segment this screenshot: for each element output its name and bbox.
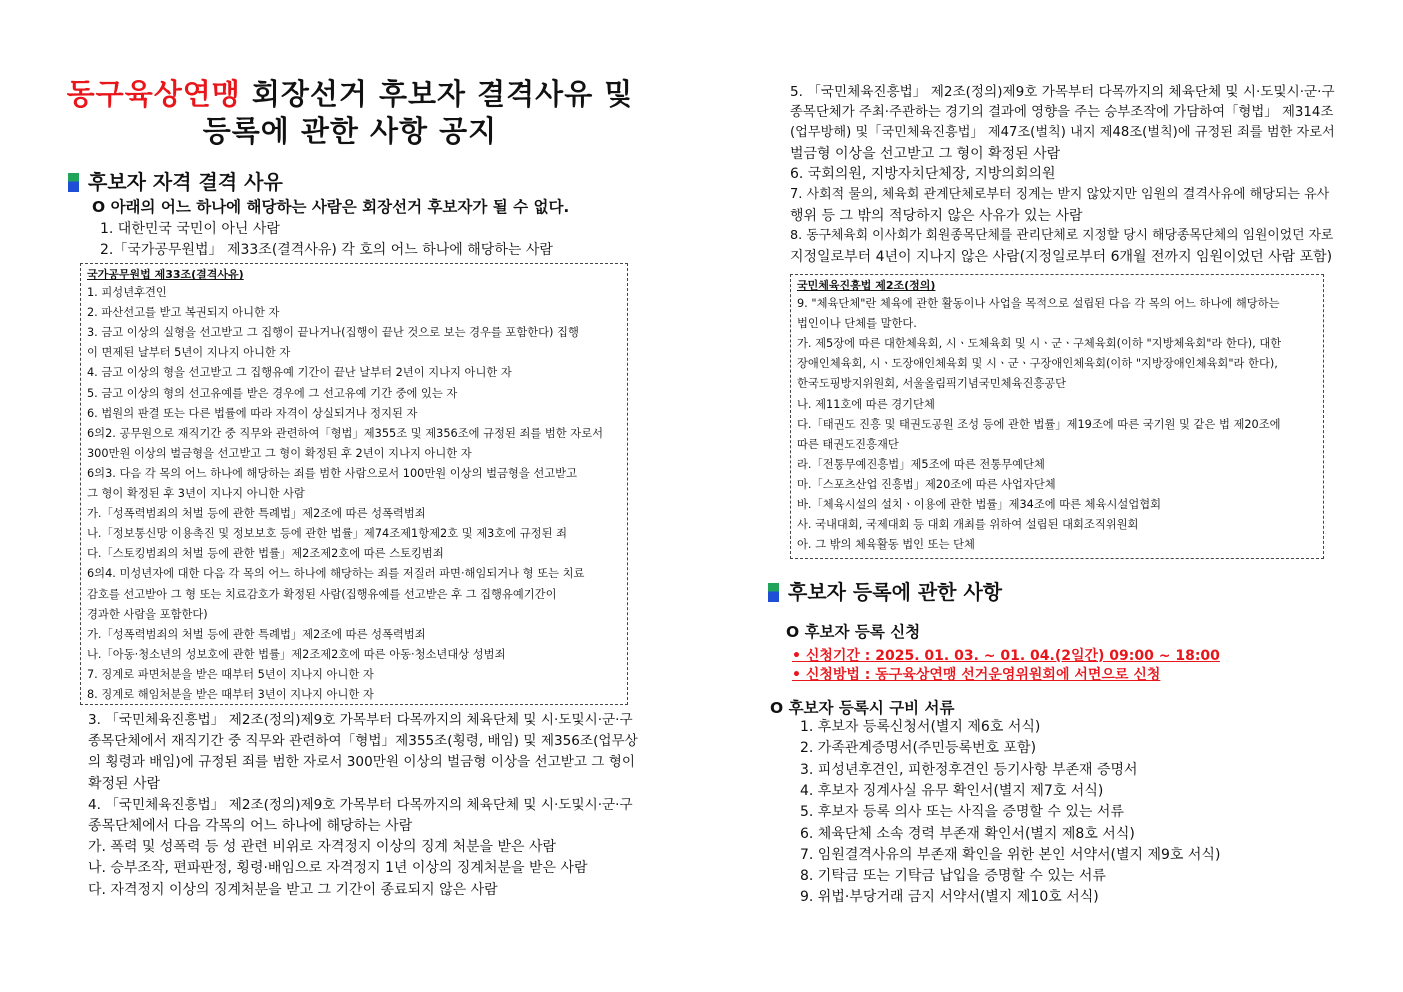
law-box-line: 6의2. 공무원으로 재직기간 중 직무와 관련하여「형법」제355조 및 제356조에 규정된 죄를 범한 자로서 — [87, 426, 604, 440]
law-box-sports-promotion — [790, 274, 1324, 559]
disq-item-line: 다. 자격정지 이상의 징계처분을 받고 그 기간이 종료되지 않은 사람 — [88, 881, 498, 898]
section-marker-icon — [68, 173, 79, 192]
required-doc-item: 4. 후보자 징계사실 유무 확인서(별지 제7호 서식) — [800, 782, 1104, 799]
registration-apply-heading: O 후보자 등록 신청 — [786, 623, 921, 641]
disq-item-line: 8. 동구체육회 이사회가 회원종목단체를 관리단체로 지정할 당시 해당종목단체의 임원이었던 자로 — [790, 228, 1334, 244]
intro-statement: O 아래의 어느 하나에 해당하는 사람은 회장선거 후보자가 될 수 없다. — [92, 198, 570, 216]
law-box-line: 한국도핑방지위원회, 서울올림픽기념국민체육진흥공단 — [797, 377, 1067, 391]
required-doc-item: 5. 후보자 등록 의사 또는 사직을 증명할 수 있는 서류 — [800, 804, 1124, 821]
law-box-line: 라.「전통무예진흥법」제5조에 따른 전통무예단체 — [797, 457, 1045, 471]
law-box-line: 가.「성폭력범죄의 처벌 등에 관한 특례법」제2조에 따른 성폭력범죄 — [87, 507, 426, 521]
disq-item-line: 가. 폭력 및 성폭력 등 성 관련 비위로 자격정지 이상의 징계 처분을 받은 사람 — [88, 839, 557, 856]
law-box-line: 아. 그 밖의 체육활동 법인 또는 단체 — [797, 538, 975, 552]
disq-item-line: 행위 등 그 밖의 적당하지 않은 사유가 있는 사람 — [790, 207, 1083, 224]
section-heading-text: 후보자 등록에 관한 사항 — [788, 580, 1003, 604]
required-doc-item: 7. 임원결격사유의 부존재 확인을 위한 본인 서약서(별지 제9호 서식) — [800, 846, 1221, 863]
disq-item-line: 지정일로부터 4년이 지나지 않은 사람(지정일로부터 6개월 전까지 임원이었던 사람 포함) — [790, 248, 1333, 265]
law-box-line: 경과한 사람을 포함한다) — [87, 607, 208, 621]
law-box-line: 사. 국내대회, 국제대회 등 대회 개최를 위하여 설립된 대회조직위원회 — [797, 518, 1139, 532]
required-docs-heading: O 후보자 등록시 구비 서류 — [770, 699, 955, 717]
law-box-line: 4. 금고 이상의 형을 선고받고 그 집행유예 기간이 끝난 날부터 2년이 지나지 아니한 자 — [87, 366, 512, 380]
law-box-line: 300만원 이상의 벌금형을 선고받고 그 형이 확정된 후 2년이 지나지 아니한 자 — [87, 446, 472, 460]
law-box-line: 그 형이 확정된 후 3년이 지나지 아니한 사람 — [87, 487, 305, 500]
law-box-line: 6의4. 미성년자에 대한 다음 각 목의 어느 하나에 해당하는 죄를 저질러 파면·해임되거나 형 또는 치료 — [87, 567, 585, 581]
law-box-line: 다.「태권도 진흥 및 태권도공원 조성 등에 관한 법률」제19조에 따른 국기원 및 같은 법 제20조에 — [797, 417, 1281, 431]
law-box-line: 따른 태권도진흥재단 — [797, 437, 899, 451]
required-doc-item: 6. 체육단체 소속 경력 부존재 확인서(별지 제8호 서식) — [800, 825, 1135, 842]
section-heading-registration — [768, 580, 1002, 604]
required-doc-item: 2. 가족관계증명서(주민등록번호 포함) — [800, 740, 1037, 757]
law-box-line: 나.「아동·청소년의 성보호에 관한 법률」제2조제2호에 따른 아동·청소년대상 성범죄 — [87, 647, 506, 661]
law-box-line: 가. 제5장에 따른 대한체육회, 시ㆍ도체육회 및 시ㆍ군ㆍ구체육회(이하 "지방체육회"라 한다), 대한 — [797, 337, 1282, 351]
title-org-name: 동구육상연맹 — [66, 77, 241, 111]
law-box-line: 5. 금고 이상의 형의 선고유예를 받은 경우에 그 선고유예 기간 중에 있는 자 — [87, 386, 458, 400]
notice-title — [60, 76, 640, 150]
required-doc-item: 3. 피성년후견인, 피한정후견인 등기사항 부존재 증명서 — [800, 761, 1138, 778]
section-heading-disqualification — [68, 170, 283, 194]
law-box-line: 9. "체육단체"란 체육에 관한 활동이나 사업을 목적으로 설립된 다음 각 목의 어느 하나에 해당하는 — [797, 297, 1280, 310]
law-box-civil-service — [80, 263, 628, 705]
law-box-line: 7. 징계로 파면처분을 받은 때부터 5년이 지나지 아니한 자 — [87, 667, 374, 681]
required-doc-item: 8. 기탁금 또는 기탁금 납입을 증명할 수 있는 서류 — [800, 868, 1106, 885]
law-box-title: 국가공무원법 제33조(결격사유) — [87, 268, 244, 281]
section-marker-icon — [768, 583, 779, 602]
disq-item-line: 6. 국회의원, 지방자치단체장, 지방의회의원 — [790, 166, 1056, 183]
disq-item-line: 의 횡령과 배임)에 규정된 죄를 범한 자로서 300만원 이상의 벌금형 이상을 선고받고 그 형이 — [88, 754, 636, 771]
law-box-line: 장애인체육회, 시ㆍ도장애인체육회 및 시ㆍ군ㆍ구장애인체육회(이하 "지방장애인체육회"라 한다), — [797, 357, 1278, 371]
disq-item-2: 2.「국가공무원법」 제33조(결격사유) 각 호의 어느 하나에 해당하는 사람 — [100, 242, 553, 258]
law-box-line: 가.「성폭력범죄의 처벌 등에 관한 특례법」제2조에 따른 성폭력범죄 — [87, 627, 426, 641]
section-heading-text: 후보자 자격 결격 사유 — [88, 170, 283, 194]
required-doc-item: 1. 후보자 등록신청서(별지 제6호 서식) — [800, 719, 1041, 735]
title-line-1 — [60, 76, 640, 113]
required-doc-item: 9. 위법·부당거래 금지 서약서(별지 제10호 서식) — [800, 889, 1099, 906]
disq-item-line: 벌금형 이상을 선고받고 그 형이 확정된 사람 — [790, 145, 1061, 162]
law-box-line: 감호를 선고받아 그 형 또는 치료감호가 확정된 사람(집행유예를 선고받은 후 그 집행유예기간이 — [87, 587, 557, 601]
law-box-line: 마.「스포츠산업 진흥법」제20조에 따른 사업자단체 — [797, 477, 1056, 491]
disq-item-line: (업무방해) 및「국민체육진흥법」 제47조(벌칙) 내지 제48조(벌칙)에 규정된 죄를 범한 자로서 — [790, 125, 1335, 141]
title-line-1-rest: 회장선거 후보자 결격사유 및 — [240, 77, 634, 111]
law-box-line: 나. 제11호에 따른 경기단체 — [797, 397, 935, 411]
law-box-line: 8. 징계로 해임처분을 받은 때부터 3년이 지나지 아니한 자 — [87, 688, 374, 701]
law-box-line: 6. 법원의 판결 또는 다른 법률에 따라 자격이 상실되거나 정지된 자 — [87, 406, 418, 420]
disq-item-line: 종목단체에서 다음 각목의 어느 하나에 해당하는 사람 — [88, 818, 413, 834]
law-box-line: 6의3. 다음 각 목의 어느 하나에 해당하는 죄를 범한 사람으로서 100만원 이상의 벌금형을 선고받고 — [87, 466, 577, 480]
disq-item-line: 종목단체가 주최·주관하는 경기의 결과에 영향을 주는 승부조작에 가담하여「형법」 제314조 — [790, 104, 1334, 120]
disq-item-line: 4. 「국민체육진흥법」 제2조(정의)제9호 가목부터 다목까지의 체육단체 및 시·도및시·군·구 — [88, 796, 633, 813]
law-box-title: 국민체육진흥법 제2조(정의) — [797, 279, 936, 292]
disq-item-1: 1. 대한민국 국민이 아닌 사람 — [100, 221, 280, 237]
registration-period: • 신청기간 : 2025. 01. 03. ~ 01. 04.(2일간) 09:00 ~ 18:00 — [792, 648, 1220, 664]
disq-item-line: 5. 「국민체육진흥법」 제2조(정의)제9호 가목부터 다목까지의 체육단체 및 시·도및시·군·구 — [790, 84, 1335, 100]
law-box-line: 나.「정보통신망 이용촉진 및 정보보호 등에 관한 법률」제74조제1항제2호 및 제3호에 규정된 죄 — [87, 527, 567, 541]
registration-method: • 신청방법 : 동구육상연맹 선거운영위원회에 서면으로 신청 — [792, 667, 1161, 683]
law-box-line: 3. 금고 이상의 실형을 선고받고 그 집행이 끝나거나(집행이 끝난 것으로 보는 경우를 포함한다) 집행 — [87, 326, 579, 340]
law-box-line: 2. 파산선고를 받고 복권되지 아니한 자 — [87, 306, 280, 320]
disq-item-line: 7. 사회적 물의, 체육회 관계단체로부터 징계는 받지 않았지만 임원의 결격사유에 해당되는 유사 — [790, 187, 1330, 202]
disq-item-line: 나. 승부조작, 편파판정, 횡령·배임으로 자격정지 1년 이상의 징계처분을 받은 사람 — [88, 860, 588, 877]
law-box-line: 다.「스토킹범죄의 처벌 등에 관한 법률」제2조제2호에 따른 스토킹범죄 — [87, 547, 444, 561]
law-box-line: 바.「체육시설의 설치ㆍ이용에 관한 법률」제34조에 따른 체육시설업협회 — [797, 498, 1162, 511]
disq-item-line: 종목단체에서 재직기간 중 직무와 관련하여「형법」제355조(횡령, 배임) 및 제356조(업무상 — [88, 733, 638, 750]
law-box-line: 1. 피성년후견인 — [87, 286, 167, 299]
law-box-line: 법인이나 단체를 말한다. — [797, 317, 917, 331]
law-box-line: 이 면제된 날부터 5년이 지나지 아니한 자 — [87, 346, 291, 360]
title-line-2: 등록에 관한 사항 공지 — [202, 114, 498, 148]
disq-item-line: 3. 「국민체육진흥법」 제2조(정의)제9호 가목부터 다목까지의 체육단체 및 시·도및시·군·구 — [88, 712, 633, 728]
disq-item-line: 확정된 사람 — [88, 775, 161, 792]
